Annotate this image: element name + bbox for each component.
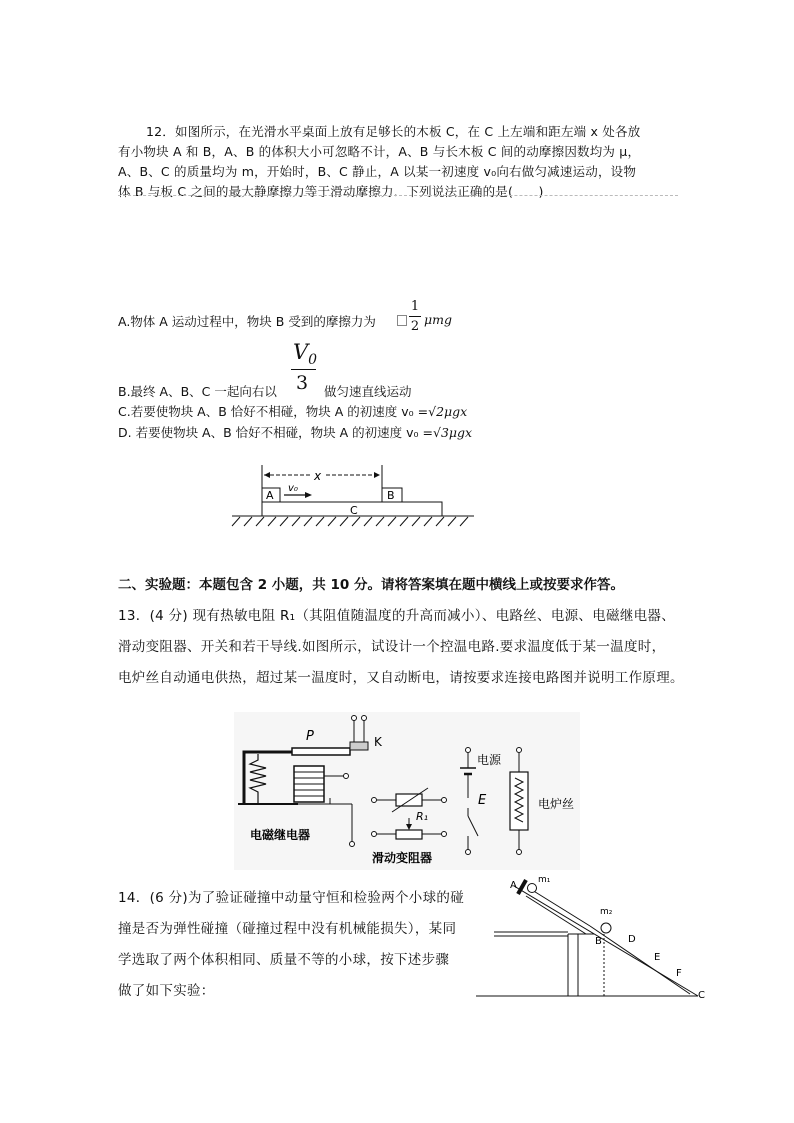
- placeholder-box: [397, 315, 407, 326]
- label-p: P: [306, 729, 314, 744]
- label-relay: 电磁继电器: [250, 828, 311, 842]
- r1-terminal-left: [372, 798, 377, 803]
- incline-chute-lower: [526, 896, 586, 934]
- k-terminal-1: [352, 716, 357, 721]
- q12-line-2: 有小物块 A 和 B，A、B 的体积大小可忽略不计，A、B 与长木板 C 间的动摩擦因数均为 μ，: [118, 144, 641, 159]
- source-terminal-top: [466, 748, 471, 753]
- q12-line-3: A、B、C 的质量均为 m，开始时，B、C 静止，A 以某一初速度 v₀向右做匀减速运动，设物: [118, 164, 637, 179]
- label-c: C: [350, 504, 358, 517]
- label-x: x: [314, 469, 322, 483]
- label-r1: R₁: [416, 810, 429, 823]
- ball-m1: [528, 884, 537, 893]
- option-c-text: C.若要使物块 A、B 恰好不相碰，物块 A 的初速度 v₀ =: [118, 404, 429, 419]
- option-d-text: D. 若要使物块 A、B 恰好不相碰，物块 A 的初速度 v₀ =: [118, 425, 433, 440]
- q13-line-1: 13．(4 分) 现有热敏电阻 R₁（其阻值随温度的升高而减小）、电路丝、电源、电磁继电器、: [118, 608, 676, 624]
- q12-option-c: [118, 403, 467, 421]
- option-a-tail: μmg: [424, 312, 452, 327]
- option-b-post: 做匀速直线运动: [324, 384, 412, 399]
- fraction-a-bar: [409, 316, 421, 317]
- x-arrow-right: [374, 472, 380, 478]
- label-k: K: [374, 735, 382, 749]
- incline-chute-upper: [532, 890, 590, 926]
- q14-line-4: 做了如下实验：: [118, 983, 215, 999]
- q14-line-3: 学选取了两个体积相同、质量不等的小球，按下述步骤: [118, 952, 450, 968]
- label-c: C: [698, 990, 705, 1001]
- option-b-pre: B.最终 A、B、C 一起向右以: [118, 384, 277, 399]
- label-m2: m₂: [600, 907, 613, 917]
- label-f: F: [676, 968, 682, 979]
- fraction-b-numerator: [293, 340, 317, 372]
- coil-terminal-1: [344, 774, 349, 779]
- label-e: E: [654, 952, 661, 963]
- contact-k: [350, 742, 368, 750]
- label-m1: m₁: [538, 875, 551, 885]
- fraction-b-denominator: 3: [296, 372, 309, 394]
- x-arrow-left: [264, 472, 270, 478]
- q12-option-a: [118, 313, 376, 331]
- rheostat-body: [396, 830, 422, 839]
- section-heading: 二、实验题：本题包含 2 小题，共 10 分。请将答案填在题中横线上或按要求作答。: [118, 577, 624, 593]
- source-terminal-bottom: [466, 850, 471, 855]
- q13-line-2: 滑动变阻器、开关和若干导线.如图所示，试设计一个控温电路.要求温度低于某一温度时，: [118, 639, 666, 655]
- label-rheostat: 滑动变阻器: [372, 851, 433, 865]
- heater-terminal-bottom: [517, 850, 522, 855]
- r1-terminal-right: [442, 798, 447, 803]
- q12-line-4: 体 B 与板 C 之间的最大静摩擦力等于滑动摩擦力．下列说法正确的是( ): [118, 184, 544, 199]
- incline-lower: [590, 926, 690, 994]
- label-heater: 电炉丝: [538, 797, 575, 811]
- label-a: A: [510, 880, 517, 891]
- fraction-b-v: V: [293, 340, 309, 364]
- heater-body: [510, 772, 528, 830]
- option-d-math: √3μgx: [432, 425, 473, 440]
- incline-upper: [514, 886, 698, 996]
- q12-figure: [228, 462, 478, 532]
- option-c-math: √2μgx: [428, 404, 468, 419]
- fraction-b-sub: 0: [308, 352, 318, 369]
- q13-line-3: 电炉丝自动通电供热，超过某一温度时，又自动断电，请按要求连接电路图并说明工作原理。: [118, 670, 684, 686]
- dashed-separator: [118, 195, 678, 196]
- label-v0: v₀: [288, 483, 298, 494]
- label-e: E: [478, 793, 487, 808]
- q12-option-d: [118, 424, 472, 442]
- ground-hatch: [232, 517, 468, 526]
- q14-line-1: 14．(6 分)为了验证碰撞中动量守恒和检验两个小球的碰: [118, 890, 464, 906]
- coil-terminal-2: [350, 842, 355, 847]
- fraction-a-denominator: 2: [410, 319, 420, 334]
- rheostat-terminal-left: [372, 832, 377, 837]
- q13-figure: [234, 712, 580, 870]
- label-b: B: [387, 489, 395, 502]
- q12-line-1: 12．如图所示，在光滑水平桌面上放有足够长的木板 C，在 C 上左端和距左端 x 处各放: [146, 124, 641, 139]
- relay-armature: [292, 748, 350, 755]
- q14-line-2: 撞是否为弹性碰撞（碰撞过程中没有机械能损失），某同: [118, 921, 457, 937]
- label-source: 电源: [477, 753, 502, 767]
- v0-arrow-head: [305, 492, 312, 498]
- ball-m2: [601, 923, 611, 933]
- q14-figure: [472, 868, 712, 1002]
- fraction-a-numerator: 1: [410, 299, 420, 314]
- thermistor-r1: [396, 794, 422, 806]
- label-d: D: [628, 934, 636, 945]
- rheostat-terminal-right: [442, 832, 447, 837]
- option-a-text: A.物体 A 运动过程中，物块 B 受到的摩擦力为: [118, 314, 376, 329]
- label-a: A: [266, 489, 274, 502]
- fraction-b-bar: [291, 369, 316, 370]
- heater-terminal-top: [517, 748, 522, 753]
- k-terminal-2: [362, 716, 367, 721]
- label-b: B: [595, 936, 602, 947]
